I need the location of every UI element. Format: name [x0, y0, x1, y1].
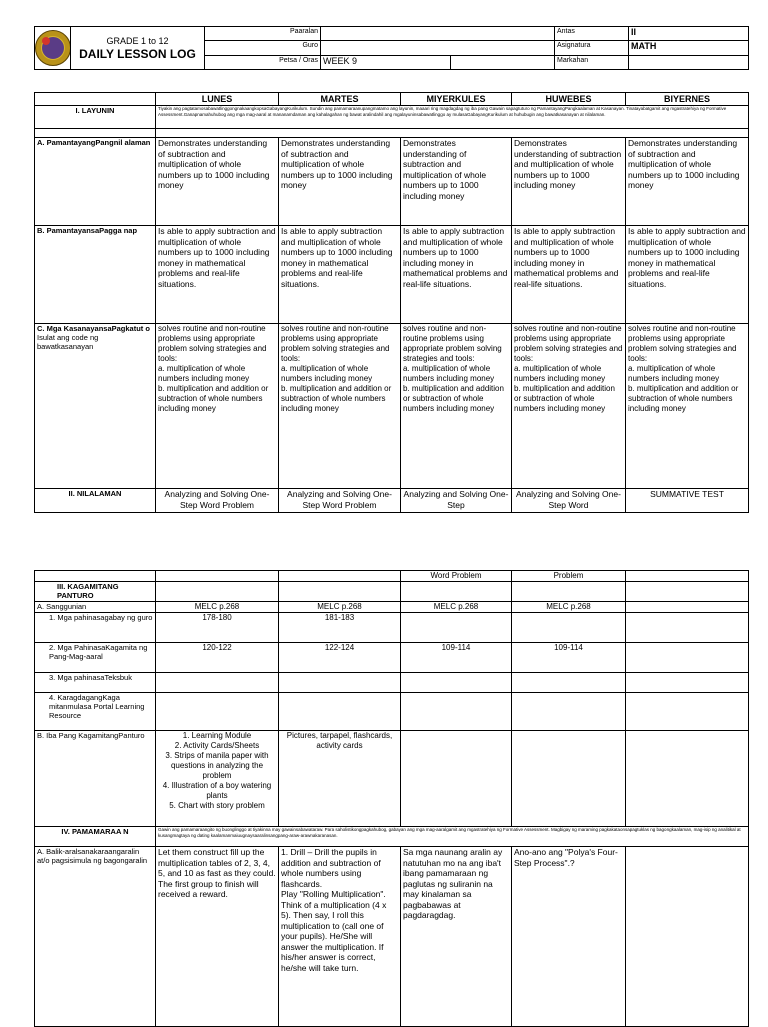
- page-title: DAILY LESSON LOG: [79, 46, 196, 61]
- pamantayan-pagganap-label: B. PamantayansaPagga nap: [35, 226, 156, 324]
- gabay-miyerkules: [401, 613, 512, 643]
- logo-cell: [35, 27, 71, 70]
- nilalaman-label: II. NILALAMAN: [35, 489, 156, 513]
- cont-lunes: [156, 571, 279, 582]
- empty-cell: [156, 693, 279, 731]
- iba-pang-huwebes: [512, 731, 626, 827]
- empty-cell: [401, 673, 512, 693]
- empty-cell: [279, 693, 401, 731]
- lesson-table-page1: [34, 92, 749, 513]
- cell-paksa-martes: Analyzing and Solving One-Step Word Problem: [279, 489, 401, 513]
- markahan-label: Markahan: [555, 55, 629, 69]
- iba-pang-lunes: 1. Learning Module 2. Activity Cards/Sheets 3. Strips of manila paper with questions in analyzing the problem 4. Illustration of a boy watering plants 5. Chart with story problem: [156, 731, 279, 827]
- sanggunian-miyerkules: MELC p.268: [401, 602, 512, 613]
- petsa-label: Petsa / Oras: [205, 55, 321, 69]
- empty-cell: [626, 673, 749, 693]
- markahan-value: [629, 55, 749, 69]
- day-header-miyerkules: MIYERKULES: [401, 93, 512, 106]
- sanggunian-lunes: MELC p.268: [156, 602, 279, 613]
- title-cell: [71, 27, 205, 70]
- corner-cell: [35, 93, 156, 106]
- cell-nilalaman-huwebes: Demonstrates understanding of subtraction and multiplication of whole numbers up to 1000 including money: [512, 138, 626, 226]
- empty-cell: [279, 582, 401, 602]
- cell-pagganap-biyernes: Is able to apply subtraction and multiplication of whole numbers up to 1000 including money in mathematical problems and real-life situations.: [626, 226, 749, 324]
- balik-aral-martes: 1. Drill – Drill the pupils in addition and subtraction of whole numbers using flashcards. Play "Rolling Multiplication". Think of a multiplication (4 x 5). Then say, I roll this multiplication to (call one of your pupils). He/She will answer the multiplication. If his/her answer is correct, he/she will take turn.: [279, 847, 401, 1027]
- cont-miyerkules: Word Problem: [401, 571, 512, 582]
- continuation-label: [35, 571, 156, 582]
- kagamitan-mag-aaral-label: 2. Mga PahinasaKagamita ng Pang-Mag-aaral: [35, 643, 156, 673]
- empty-cell: [626, 693, 749, 731]
- cell-nilalaman-martes: Demonstrates understanding of subtraction and multiplication of whole numbers up to 1000 including money: [279, 138, 401, 226]
- kasanayan-label-cell: [35, 324, 156, 489]
- pamamaraan-instructions: Gawin ang pamamaraangito ng buonglinggo at tiyakinna may gawainsabawataraw. Para saholistikongpagkahubog, gabayan ang mga mag-aaralgamit ang mgastratehiya ng Formative Assessment. Magbigay ng maraming pagkakataonsapagtuklas ng bagongkaalaman, mag-isip ng analitikal at kusangmagtaya ng dating kaalamanmaiuugnaysaaralinsangpang-araw-arawnakaranasan.: [156, 827, 749, 847]
- kasanayan-sublabel: Isulat ang code ng bawatkasanayan: [37, 333, 99, 351]
- gabay-biyernes: [626, 613, 749, 643]
- layunin-label: I. LAYUNIN: [35, 106, 156, 129]
- empty-cell: [156, 673, 279, 693]
- cell-kasanayan-miyerkules: solves routine and non-routine problems using appropriate problem solving strategies and tools: a. multiplication of whole numbers including money b. multiplication and addition or subtraction of whole numbers including money: [401, 324, 512, 489]
- cell-kasanayan-lunes: solves routine and non-routine problems using appropriate problem solving strategies and tools: a. multiplication of whole numbers including money b. multiplication and addition or subtraction of whole numbers including money: [156, 324, 279, 489]
- cell-kasanayan-martes: solves routine and non-routine problems using appropriate problem solving strategies and tools: a. multiplication of whole numbers including money b. multiplication and addition or subtraction of whole numbers including money: [279, 324, 401, 489]
- petsa-extra: [451, 55, 555, 69]
- empty-cell: [279, 673, 401, 693]
- spacer-cell: [156, 129, 749, 138]
- deped-seal-logo: [35, 30, 71, 66]
- sanggunian-huwebes: MELC p.268: [512, 602, 626, 613]
- cont-biyernes: [626, 571, 749, 582]
- cell-paksa-lunes: Analyzing and Solving One-Step Word Problem: [156, 489, 279, 513]
- header-table: [34, 26, 749, 70]
- day-header-lunes: LUNES: [156, 93, 279, 106]
- asignatura-value: MATH: [629, 41, 749, 55]
- cont-martes: [279, 571, 401, 582]
- empty-cell: [156, 582, 279, 602]
- layunin-instructions: Tiyakin ang pagtatamosabawatlinggongnakaangkopsaGabayangKurikulum. Sundin ang pamamaraanupangmatamo ang layunin, maaari ring magdagdag ng iba pang Gawain sapagtuturo ng PamantayangPangkaalaman at Kasanayan. Tinatayabatgamit ang mgastratehiya ng Formative Assessment.Ganapnamahuhubog ang mga mag-aaral at mananamdaman ang kahalagahan ng bawat aralindahil ang mgalayuninsabawatlinggo ay mulasaGabayangKurikulum at huhubugin ang bawatkasanayan at nilalaman.: [156, 106, 749, 129]
- empty-cell: [401, 582, 512, 602]
- day-header-biyernes: BIYERNES: [626, 93, 749, 106]
- pamantayang-pangnilalaman-label: A. PamantayangPangnil alaman: [35, 138, 156, 226]
- guro-label: Guro: [205, 41, 321, 55]
- mag-aaral-miyerkules: 109-114: [401, 643, 512, 673]
- sanggunian-label: A. Sanggunian: [35, 602, 156, 613]
- iba-pang-miyerkules: [401, 731, 512, 827]
- balik-aral-huwebes: Ano-ano ang "Polya's Four-Step Process".?: [512, 847, 626, 1027]
- balik-aral-lunes: Let them construct fill up the multiplication tables of 2, 3, 4, 5, and 10 as fast as they could. The first group to finish will received a reward.: [156, 847, 279, 1027]
- balik-aral-miyerkules: Sa mga naunang aralin ay natutuhan mo na ang iba't ibang pamamaraan ng paglutas ng suliranin na may kinalaman sa pagbabawas at pagdaragdag.: [401, 847, 512, 1027]
- cell-pagganap-miyerkules: Is able to apply subtraction and multiplication of whole numbers up to 1000 including money in mathematical problems and real-life situations.: [401, 226, 512, 324]
- empty-cell: [512, 693, 626, 731]
- gabay-lunes: 178-180: [156, 613, 279, 643]
- empty-cell: [401, 693, 512, 731]
- mag-aaral-huwebes: 109-114: [512, 643, 626, 673]
- cont-huwebes: Problem: [512, 571, 626, 582]
- pamamaraan-label: IV. PAMAMARAA N: [35, 827, 156, 847]
- cell-kasanayan-huwebes: solves routine and non-routine problems using appropriate problem solving strategies and tools: a. multiplication of whole numbers including money b. multiplication and addition or subtraction of whole numbers including money: [512, 324, 626, 489]
- cell-paksa-miyerkules: Analyzing and Solving One-Step: [401, 489, 512, 513]
- day-header-martes: MARTES: [279, 93, 401, 106]
- sanggunian-biyernes: [626, 602, 749, 613]
- day-header-huwebes: HUWEBES: [512, 93, 626, 106]
- cell-pagganap-huwebes: Is able to apply subtraction and multiplication of whole numbers up to 1000 including money in mathematical problems and real-life situations.: [512, 226, 626, 324]
- empty-cell: [512, 673, 626, 693]
- iba-pang-martes: Pictures, tarpapel, flashcards, activity cards: [279, 731, 401, 827]
- empty-cell: [512, 582, 626, 602]
- cell-paksa-huwebes: Analyzing and Solving One-Step Word: [512, 489, 626, 513]
- gabay-huwebes: [512, 613, 626, 643]
- balik-aral-biyernes: [626, 847, 749, 1027]
- mag-aaral-lunes: 120-122: [156, 643, 279, 673]
- antas-value: II: [629, 27, 749, 41]
- paaralan-label: Paaralan: [205, 27, 321, 41]
- cell-pagganap-martes: Is able to apply subtraction and multiplication of whole numbers up to 1000 including money in mathematical problems and real-life situations.: [279, 226, 401, 324]
- balik-aral-label: A. Balik-aralsanakaraangaralin at/o pagsisimula ng bagongaralin: [35, 847, 156, 1027]
- cell-kasanayan-biyernes: solves routine and non-routine problems using appropriate problem solving strategies and tools: a. multiplication of whole numbers including money b. multiplication and addition or subtraction of whole numbers including money: [626, 324, 749, 489]
- cell-nilalaman-biyernes: Demonstrates understanding of subtraction and multiplication of whole numbers up to 1000 including money: [626, 138, 749, 226]
- antas-label: Antas: [555, 27, 629, 41]
- iba-pang-biyernes: [626, 731, 749, 827]
- kasanayan-label: C. Mga KasanayansaPagkatut o: [37, 324, 150, 333]
- week-value: WEEK 9: [321, 55, 451, 69]
- gabay-guro-label: 1. Mga pahinasagabay ng guro: [35, 613, 156, 643]
- spacer-label: [35, 129, 156, 138]
- grade-label: GRADE 1 to 12: [106, 35, 169, 46]
- teksbuk-label: 3. Mga pahinasaTeksbuk: [35, 673, 156, 693]
- asignatura-label: Asignatura: [555, 41, 629, 55]
- mag-aaral-biyernes: [626, 643, 749, 673]
- cell-nilalaman-miyerkules: Demonstrates understanding of subtraction and multiplication of whole numbers up to 1000 including money: [401, 138, 512, 226]
- cell-paksa-biyernes: SUMMATIVE TEST: [626, 489, 749, 513]
- sanggunian-martes: MELC p.268: [279, 602, 401, 613]
- paaralan-value: [321, 27, 555, 41]
- cell-nilalaman-lunes: Demonstrates understanding of subtraction and multiplication of whole numbers up to 1000 including money: [156, 138, 279, 226]
- empty-cell: [626, 582, 749, 602]
- kagamitang-panturo-label: III. KAGAMITANG PANTURO: [35, 582, 156, 602]
- portal-lr-label: 4. KaragdagangKaga mitanmulasa Portal Learning Resource: [35, 693, 156, 731]
- cell-pagganap-lunes: Is able to apply subtraction and multiplication of whole numbers up to 1000 including money in mathematical problems and real-life situations.: [156, 226, 279, 324]
- gabay-martes: 181-183: [279, 613, 401, 643]
- mag-aaral-martes: 122-124: [279, 643, 401, 673]
- lesson-table-page2: [34, 570, 749, 1027]
- guro-value: [321, 41, 555, 55]
- iba-pang-kagamitan-label: B. Iba Pang KagamitangPanturo: [35, 731, 156, 827]
